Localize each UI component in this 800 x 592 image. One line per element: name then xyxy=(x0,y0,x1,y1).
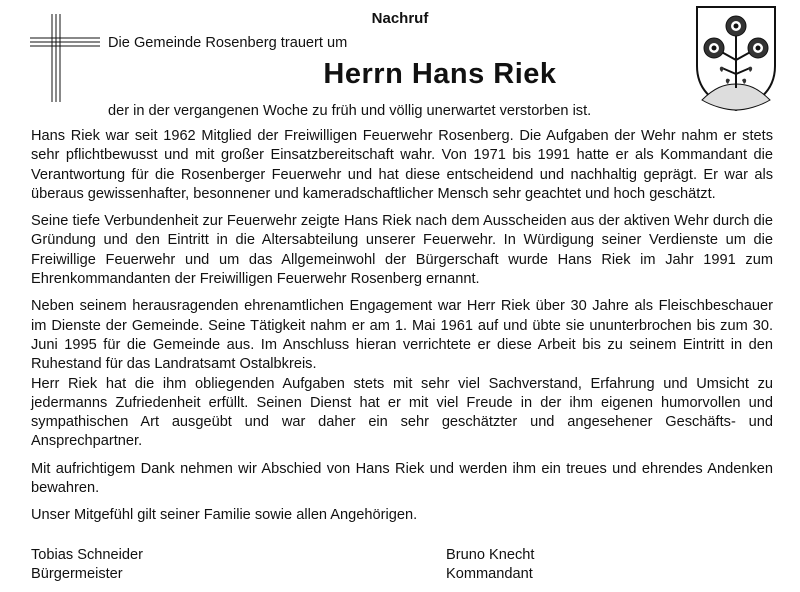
obituary-body xyxy=(31,127,773,526)
obituary-heading: Nachruf xyxy=(371,10,429,27)
paragraph-4: Herr Riek hat die ihm obliegenden Aufgaben stets mit sehr viel Sachverstand, Erfahrung und Umsicht zu jedermanns Zufriedenheit erfüllt. Seinen Dienst hat er mit viel Freude in der ihm eigenen humorvollen und sympathischen Art ausgeübt und war daher ein sehr geschätzter und angesehener Geschäfts- und Ansprechpartner. xyxy=(31,375,773,450)
paragraph-6: Unser Mitgefühl gilt seiner Familie sowie allen Angehörigen. xyxy=(31,507,418,524)
paragraph-5: Mit aufrichtigem Dank nehmen wir Abschied von Hans Riek und werden ihm ein treues und ehrendes Andenken bewahren. xyxy=(31,460,773,497)
intro-line: Die Gemeinde Rosenberg trauert um xyxy=(108,35,348,51)
deceased-name: Herrn Hans Riek xyxy=(323,58,557,90)
signature-name: Tobias Schneider xyxy=(31,547,143,563)
signature-role: Bürgermeister xyxy=(31,566,123,583)
sub-line: der in der vergangenen Woche zu früh und völlig unerwartet verstorben ist. xyxy=(108,103,592,119)
paragraph-3: Neben seinem herausragenden ehrenamtlichen Engagement war Herr Riek über 30 Jahre als Fleischbeschauer im Dienste der Gemeinde. Seine Tätigkeit nahm er am 1. Mai 1961 auf und übte sie ununterbrochen bis zum 30. Juni 1995 für die Gemeinde aus. Im Anschluss hieran verrichtete er diese Arbeit bis zu seinem Eintritt in den Ruhestand für das Landratsamt Ostalbkreis. xyxy=(31,298,773,373)
paragraph-1: Hans Riek war seit 1962 Mitglied der Freiwilligen Feuerwehr Rosenberg. Die Aufgaben der Wehr nahm er stets sehr pflichtbewusst und mit großer Einsatzbereitschaft wahr. Von 1971 bis 1991 hatte er als Kommandant die Verantwortung für die Rosenberger Feuerwehr und hat diese entscheidend und nachhaltig geprägt. Er war als überaus gewissenhafter, besonnener und kameradschaftlicher Mensch sehr geachtet und hoch geschätzt. xyxy=(31,128,773,202)
signature-role: Kommandant xyxy=(446,566,533,583)
signature-mayor xyxy=(31,546,143,585)
paragraph-2: Seine tiefe Verbundenheit zur Feuerwehr zeigte Hans Riek nach dem Ausscheiden aus der aktiven Wehr durch die Gründung und den Eintritt in die Altersabteilung unserer Feuerwehr. In Würdigung seiner Verdienste um die Freiwillige Feuerwehr und um das Allgemeinwohl der Bürgerschaft wurde Hans Riek im Jahr 1991 zum Ehrenkommandanten der Freiwilligen Feuerwehr Rosenberg ernannt. xyxy=(31,213,773,288)
signature-name: Bruno Knecht xyxy=(446,547,535,563)
signature-commander xyxy=(446,546,534,585)
